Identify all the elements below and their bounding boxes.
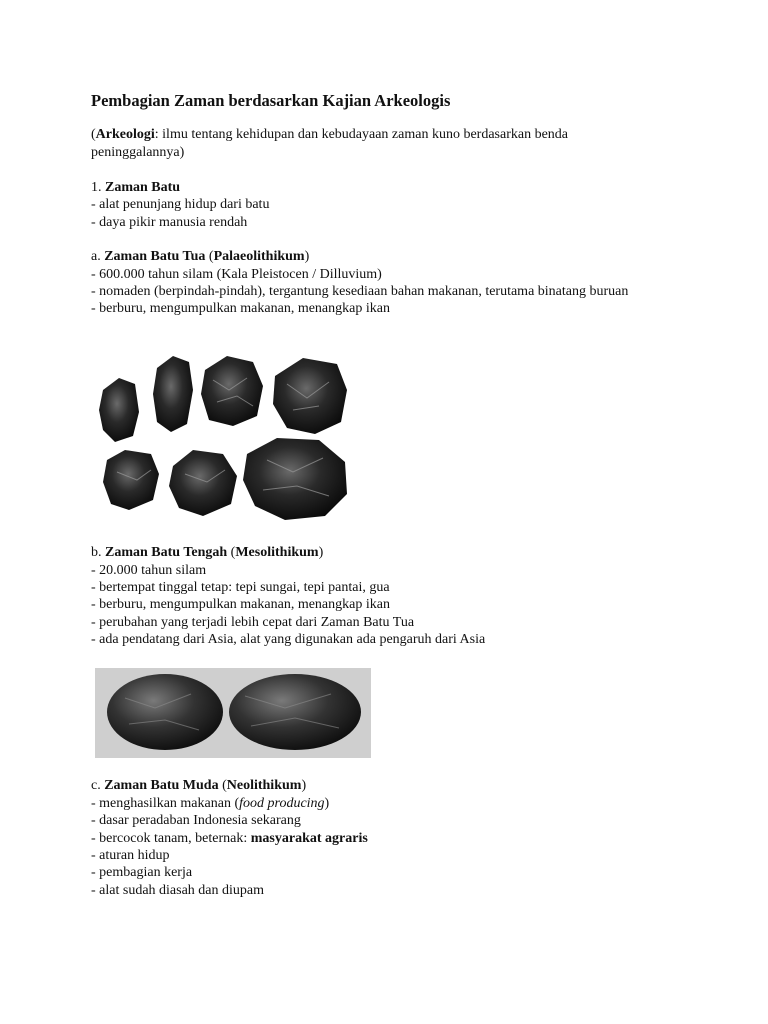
paren-open: ( [218, 778, 227, 793]
section-c-heading [91, 777, 306, 794]
section-number: 1. [91, 180, 105, 195]
paren-open: ( [205, 249, 214, 264]
section-b-item: - berburu, mengumpulkan makanan, menangkap ikan [91, 597, 390, 612]
page-title: Pembagian Zaman berdasarkan Kajian Arkeologis [91, 91, 451, 110]
section-prefix: b. [91, 545, 105, 560]
paren-close: ) [318, 545, 324, 560]
section-1-item: - daya pikir manusia rendah [91, 215, 248, 230]
item-bold-term: masyarakat agraris [250, 831, 368, 846]
intro-line-2: peninggalannya) [91, 145, 185, 160]
intro-paren: ( [91, 127, 96, 142]
intro-term: Arkeologi [95, 127, 155, 142]
section-b-item: - ada pendatang dari Asia, alat yang digunakan ada pengaruh dari Asia [91, 632, 486, 647]
section-a-heading [91, 248, 309, 265]
section-b-item: - perubahan yang terjadi lebih cepat dari Zaman Batu Tua [91, 615, 415, 630]
section-1-item: - alat penunjang hidup dari batu [91, 197, 270, 212]
section-c-item [91, 830, 368, 847]
section-a-item: - nomaden (berpindah-pindah), tergantung kesediaan bahan makanan, terutama binatang buruan [91, 284, 629, 299]
paren-close: ) [304, 249, 310, 264]
section-alt-name: Neolithikum [226, 778, 302, 793]
section-b-item: - 20.000 tahun silam [91, 563, 207, 578]
paren-open: ( [227, 545, 236, 560]
stone-shape [107, 674, 223, 750]
section-1-heading [91, 179, 180, 196]
item-text: ) [324, 796, 330, 811]
section-c-item [91, 795, 329, 812]
stone-shape [153, 356, 193, 432]
section-a-item: - berburu, mengumpulkan makanan, menangkap ikan [91, 301, 390, 316]
intro-definition: : ilmu tentang kehidupan dan kebudayaan zaman kuno berdasarkan benda [154, 127, 569, 142]
intro-line-1 [91, 126, 568, 143]
section-c-item: - aturan hidup [91, 848, 170, 863]
section-c-item: - alat sudah diasah dan diupam [91, 883, 265, 898]
section-b-item: - bertempat tinggal tetap: tepi sungai, tepi pantai, gua [91, 580, 390, 595]
section-b-heading [91, 544, 323, 561]
section-c-item: - dasar peradaban Indonesia sekarang [91, 813, 301, 828]
item-italic-term: food producing [239, 796, 325, 811]
section-name: Zaman Batu Tengah [105, 545, 228, 560]
palaeolithic-stones-image [97, 350, 355, 524]
paren-close: ) [301, 778, 307, 793]
section-alt-name: Mesolithikum [235, 545, 319, 560]
mesolithic-stones-image [95, 668, 371, 758]
section-c-item: - pembagian kerja [91, 865, 193, 880]
item-text: - bercocok tanam, beternak: [91, 831, 251, 846]
section-heading-text: Zaman Batu [105, 180, 181, 195]
stone-shape [229, 674, 361, 750]
item-text: - menghasilkan makanan ( [91, 796, 240, 811]
section-name: Zaman Batu Muda [104, 778, 219, 793]
section-prefix: c. [91, 778, 105, 793]
section-prefix: a. [91, 249, 105, 264]
section-alt-name: Palaeolithikum [213, 249, 305, 264]
section-name: Zaman Batu Tua [104, 249, 206, 264]
section-a-item: - 600.000 tahun silam (Kala Pleistocen / Dilluvium) [91, 267, 382, 282]
